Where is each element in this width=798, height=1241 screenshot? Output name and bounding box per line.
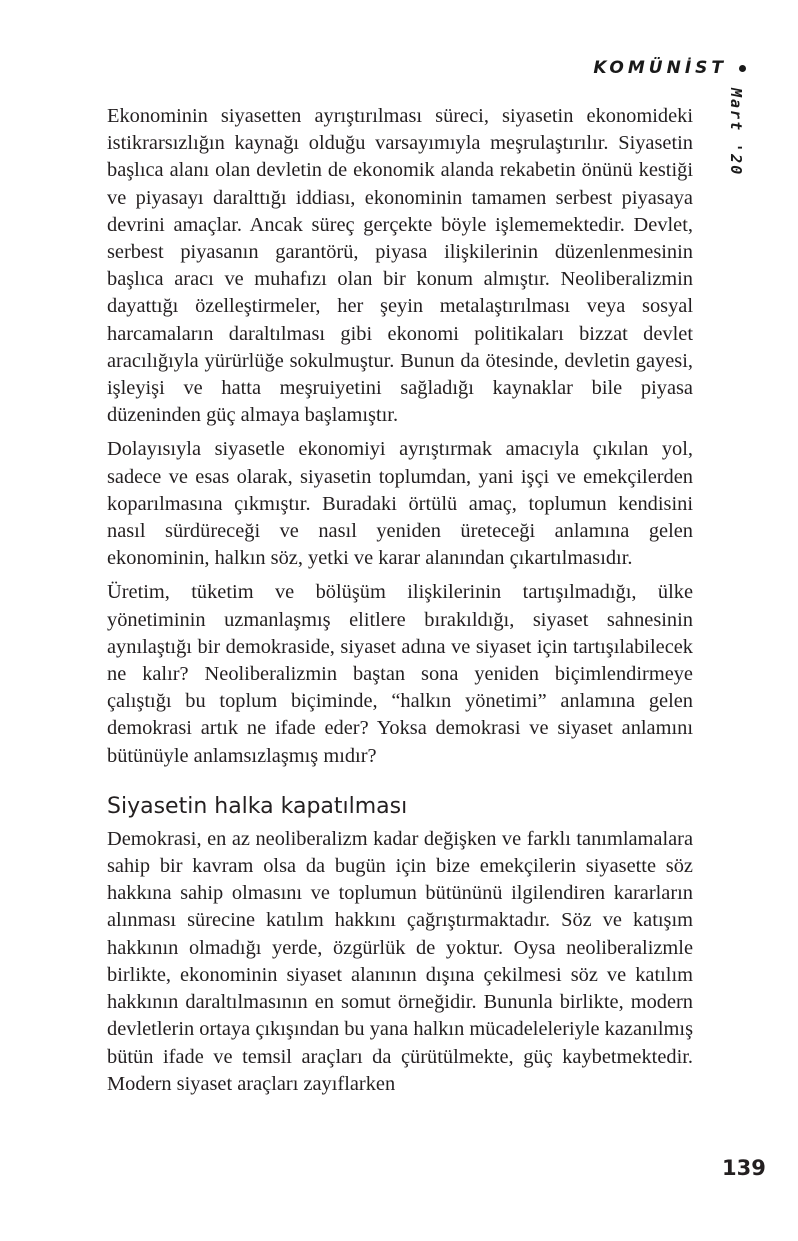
publication-name: KOMÜNİST	[593, 58, 727, 78]
article-body	[107, 103, 693, 1105]
section-heading: Siyasetin halka kapatılması	[107, 793, 408, 819]
bullet-dot-icon	[739, 65, 746, 72]
paragraph: Dolayısıyla siyasetle ekonomiyi ayrıştırmak amacıyla çıkılan yol, sadece ve esas olarak, siyasetin toplumdan, yani işçi ve emekçilerden koparılmasına çıkmıştır. Buradaki örtülü amaç, toplumun kendisini nasıl sürdüreceği ve nasıl yeniden üreteceği anlamına gelen ekonominin, halkın söz, yetki ve karar alanından çıkartılmasıdır.	[107, 438, 693, 570]
paragraph: Demokrasi, en az neoliberalizm kadar değişken ve farklı tanımlamalara sahip bir kavram olsa da bugün için bize emekçilerin siyasette söz hakkına sahip olmasını ve toplumun bütününü ilgilendiren kararların alınması sürecine katılım hakkını çağrıştırmaktadır. Söz ve katışım hakkının olmadığı yerde, özgürlük de yoktur. Oysa neoliberalizmle birlikte, ekonominin siyaset alanının dışına çekilmesi söz ve katılım hakkının daraltılmasının en somut örneğidir. Bununla birlikte, modern devletlerin ortaya çıkışından bu yana halkın mücadeleleriyle kazanılmış bütün ifade ve temsil araçları da çürütülmekte, güç kaybetmektedir. Modern siyaset araçları zayıflarken	[107, 827, 694, 1095]
running-header	[593, 58, 746, 78]
paragraph: Ekonominin siyasetten ayrıştırılması süreci, siyasetin ekonomideki istikrarsızlığın kaynağı olduğu varsayımıyla meşrulaştırılır. Siyasetin başlıca alanı olan devletin de ekonomik alanda rekabetin önünü kestiği ve piyasayı daralttığı iddiası, ekonominin tamamen serbest piyasaya devrini amaçlar. Ancak süreç gerçekte böyle işlememektedir. Devlet, serbest piyasanın garantörü, piyasa ilişkilerinin düzenlenmesinin başlıca aracı ve muhafızı olan bir konum almıştır. Neoliberalizmin dayattığı özelleştirmeler, her şeyin metalaştırılması veya sosyal harcamaların daraltılması gibi ekonomi politikaları bizzat devlet aracılığıyla yürürlüğe sokulmuştur. Bunun da ötesinde, devletin gayesi, işleyişi ve hatta meşruiyetini sağladığı kaynaklar bile piyasa düzeninden güç almaya başlamıştır.	[107, 105, 693, 427]
paragraph: Üretim, tüketim ve bölüşüm ilişkilerinin tartışılmadığı, ülke yönetiminin uzmanlaşmış elitlere bırakıldığı, siyaset sahnesinin aynılaştığı bir demokraside, siyaset adına ve siyaset için tartışılabilecek ne kalır? Neoliberalizmin baştan sona yeniden biçimlendirmeye çalıştığı bu toplum biçiminde, “halkın yönetimi” anlamına gelen demokrasi artık ne ifade eder? Yoksa demokrasi ve siyaset anlamını bütünüyle anlamsızlaşmış mıdır?	[107, 581, 693, 767]
page-number: 139	[722, 1156, 766, 1180]
issue-date: Mart '20	[727, 88, 745, 177]
